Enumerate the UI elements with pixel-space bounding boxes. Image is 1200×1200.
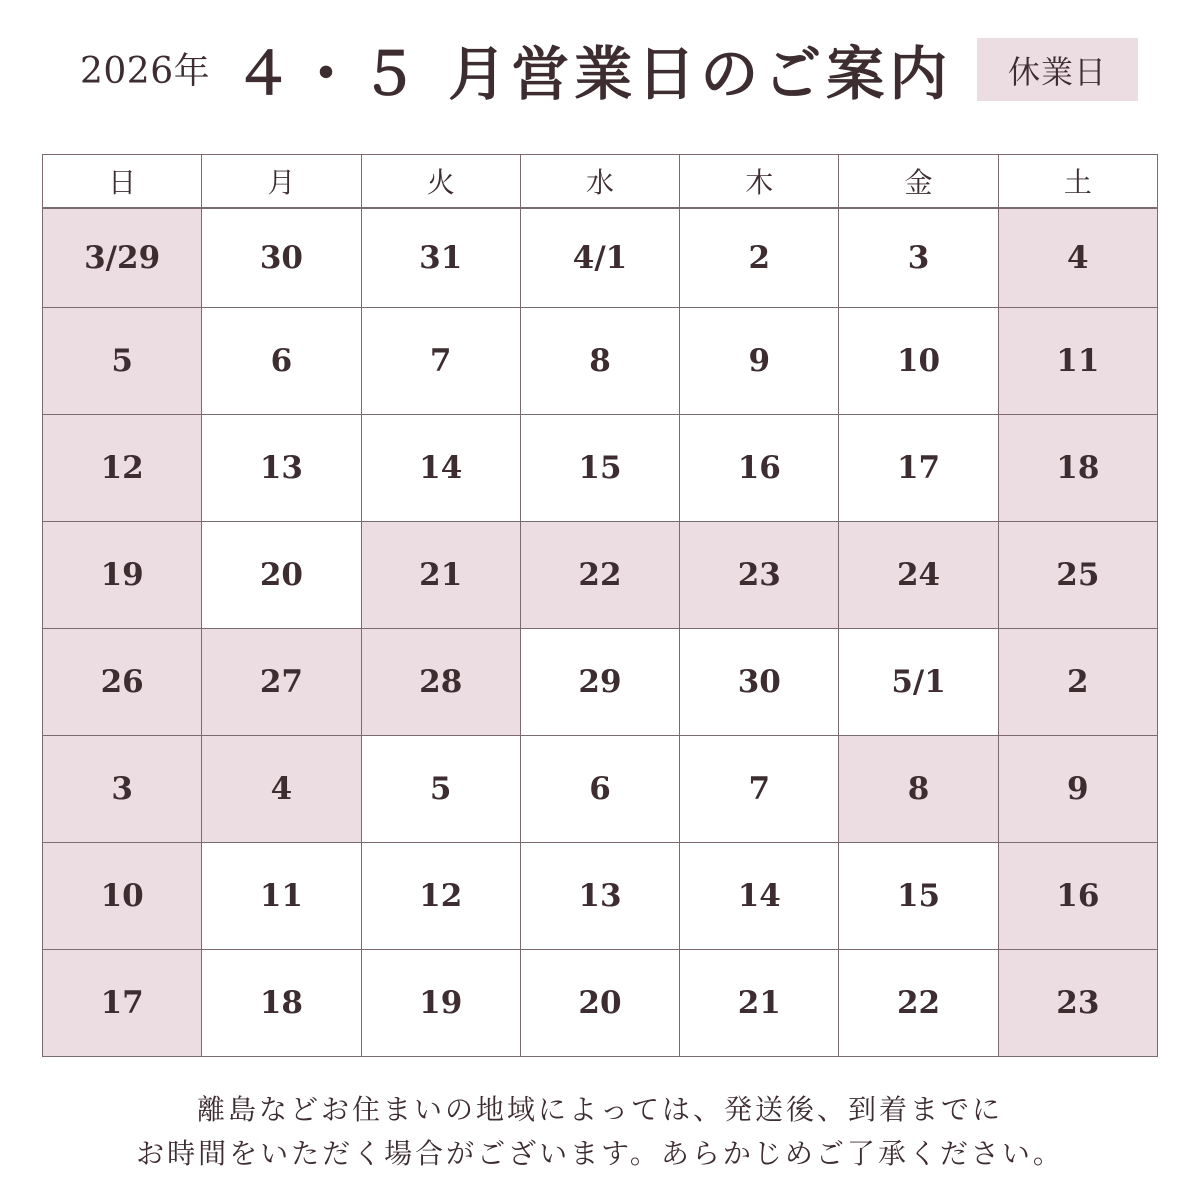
day-cell: 17 <box>839 415 998 522</box>
weekday-fri: 金 <box>839 155 998 209</box>
header <box>0 0 1200 140</box>
day-cell: 31 <box>361 208 520 308</box>
day-cell: 8 <box>839 736 998 843</box>
week-row-3 <box>43 415 1158 522</box>
day-cell: 14 <box>361 415 520 522</box>
day-cell: 18 <box>202 950 361 1057</box>
weekday-sun: 日 <box>43 155 202 209</box>
day-cell: 12 <box>361 843 520 950</box>
day-cell: 4 <box>998 208 1157 308</box>
closed-day-legend <box>977 38 1138 101</box>
business-calendar <box>42 154 1158 1057</box>
shipping-note <box>0 1088 1200 1176</box>
day-cell: 4/1 <box>520 208 679 308</box>
day-cell: 3/29 <box>43 208 202 308</box>
day-cell: 16 <box>680 415 839 522</box>
day-cell: 6 <box>520 736 679 843</box>
day-cell: 8 <box>520 308 679 415</box>
day-cell: 21 <box>361 522 520 629</box>
day-cell: 11 <box>998 308 1157 415</box>
day-cell: 16 <box>998 843 1157 950</box>
day-cell: 3 <box>43 736 202 843</box>
day-cell: 22 <box>839 950 998 1057</box>
day-cell: 28 <box>361 629 520 736</box>
day-cell: 22 <box>520 522 679 629</box>
day-cell: 15 <box>520 415 679 522</box>
day-cell: 9 <box>998 736 1157 843</box>
week-row-2 <box>43 308 1158 415</box>
day-cell: 23 <box>998 950 1157 1057</box>
weekday-wed: 水 <box>520 155 679 209</box>
day-cell: 15 <box>839 843 998 950</box>
day-cell: 10 <box>43 843 202 950</box>
weekday-sat: 土 <box>998 155 1157 209</box>
day-cell: 5/1 <box>839 629 998 736</box>
day-cell: 30 <box>680 629 839 736</box>
legend-label: 休業日 <box>1007 52 1107 91</box>
day-cell: 7 <box>361 308 520 415</box>
day-cell: 13 <box>202 415 361 522</box>
day-cell: 2 <box>998 629 1157 736</box>
week-row-6 <box>43 736 1158 843</box>
day-cell: 27 <box>202 629 361 736</box>
day-cell: 5 <box>361 736 520 843</box>
shipping-note-line-1: 離島などお住まいの地域によっては、発送後、到着までに <box>196 1093 1003 1126</box>
weekday-tue: 火 <box>361 155 520 209</box>
weekday-header-row <box>43 155 1158 209</box>
week-row-7 <box>43 843 1158 950</box>
day-cell: 24 <box>839 522 998 629</box>
day-cell: 21 <box>680 950 839 1057</box>
day-cell: 11 <box>202 843 361 950</box>
year-label: 2026年 <box>80 51 211 92</box>
day-cell: 23 <box>680 522 839 629</box>
weekday-thu: 木 <box>680 155 839 209</box>
day-cell: 20 <box>202 522 361 629</box>
day-cell: 13 <box>520 843 679 950</box>
day-cell: 2 <box>680 208 839 308</box>
day-cell: 18 <box>998 415 1157 522</box>
day-cell: 5 <box>43 308 202 415</box>
day-cell: 3 <box>839 208 998 308</box>
day-cell: 4 <box>202 736 361 843</box>
day-cell: 10 <box>839 308 998 415</box>
day-cell: 19 <box>361 950 520 1057</box>
day-cell: 17 <box>43 950 202 1057</box>
day-cell: 19 <box>43 522 202 629</box>
day-cell: 6 <box>202 308 361 415</box>
weekday-mon: 月 <box>202 155 361 209</box>
day-cell: 9 <box>680 308 839 415</box>
shipping-note-line-2: お時間をいただく場合がございます。あらかじめご了承ください。 <box>136 1137 1064 1170</box>
page-title: ４・５ 月営業日のご案内 <box>234 40 953 108</box>
day-cell: 25 <box>998 522 1157 629</box>
week-row-5 <box>43 629 1158 736</box>
day-cell: 26 <box>43 629 202 736</box>
day-cell: 14 <box>680 843 839 950</box>
week-row-8 <box>43 950 1158 1057</box>
week-row-4 <box>43 522 1158 629</box>
day-cell: 12 <box>43 415 202 522</box>
day-cell: 20 <box>520 950 679 1057</box>
day-cell: 30 <box>202 208 361 308</box>
day-cell: 7 <box>680 736 839 843</box>
week-row-1 <box>43 208 1158 308</box>
day-cell: 29 <box>520 629 679 736</box>
